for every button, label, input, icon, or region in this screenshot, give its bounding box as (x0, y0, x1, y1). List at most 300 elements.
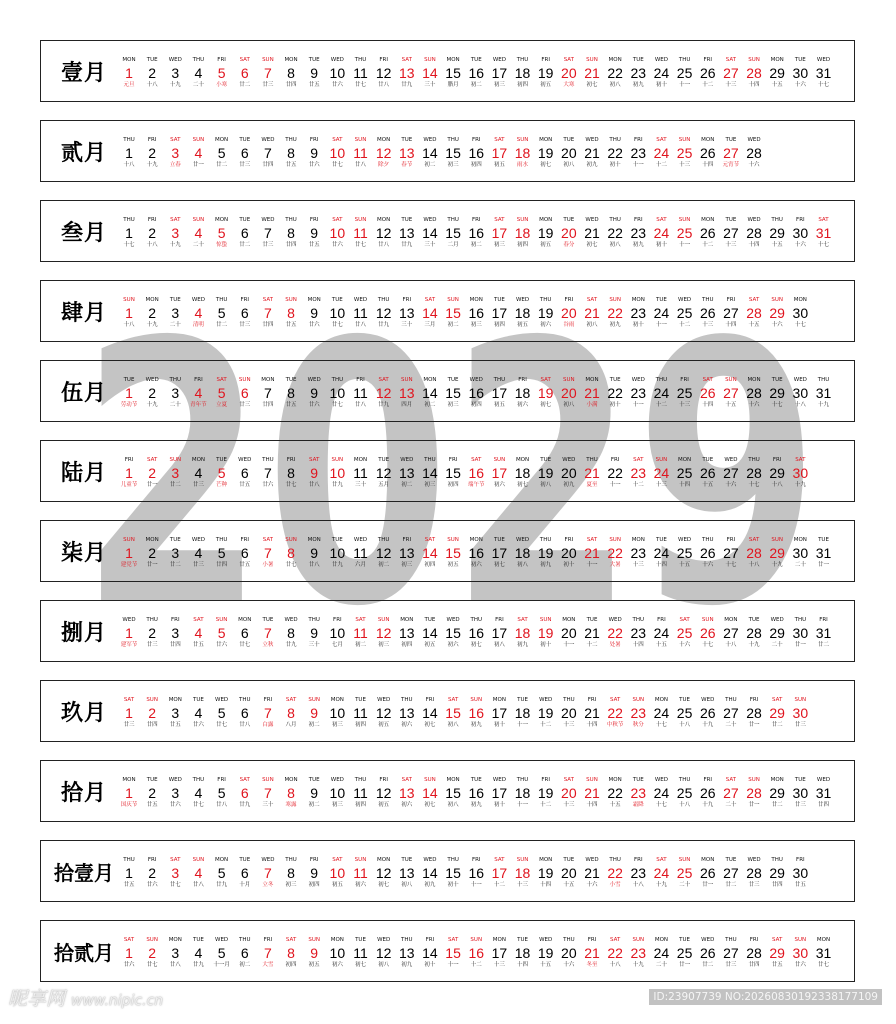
weekday-label: WED (585, 137, 599, 143)
weekday-label: MON (238, 617, 252, 623)
day-number: 30 (792, 945, 809, 961)
lunar-date-label: 初六 (447, 642, 459, 648)
lunar-date-label: 十五 (725, 402, 737, 408)
weekday-label: FRI (633, 857, 643, 863)
lunar-date-label: 初七 (540, 402, 552, 408)
day-number: 13 (399, 625, 415, 641)
weekday-label: SUN (794, 697, 807, 703)
lunar-date-label: 廿五 (146, 802, 158, 808)
weekday-label: TUE (517, 937, 528, 943)
day-number: 9 (310, 385, 319, 401)
weekday-label: FRI (564, 537, 574, 543)
day-number: 21 (584, 65, 600, 81)
weekday-label: SAT (401, 777, 412, 783)
day-number: 29 (769, 865, 785, 881)
month-strip (40, 280, 855, 342)
lunar-date-label: 廿三 (192, 562, 204, 568)
day-number: 1 (125, 385, 133, 401)
weekday-label: WED (191, 537, 206, 543)
weekday-label: FRI (495, 617, 504, 623)
day-number: 20 (561, 865, 577, 881)
day-number: 1 (125, 625, 133, 641)
day-number: 5 (217, 465, 226, 481)
lunar-date-label: 初五 (378, 722, 390, 728)
lunar-date-label: 立夏 (216, 402, 228, 408)
lunar-date-label: 十五 (771, 82, 783, 88)
lunar-date-label: 廿八 (216, 802, 228, 808)
day-number: 28 (746, 625, 762, 641)
weekday-label: MON (469, 297, 483, 303)
month-strip (40, 600, 855, 662)
lunar-date-label: 廿五 (285, 162, 297, 168)
month-strip (40, 920, 855, 982)
lunar-date-label: 廿七 (146, 962, 158, 968)
weekday-label: MON (654, 697, 669, 703)
lunar-date-label: 廿三 (239, 162, 251, 168)
lunar-date-label: 初八 (540, 482, 552, 488)
weekday-label: FRI (471, 857, 481, 863)
lunar-date-label: 儿童节 (120, 482, 138, 488)
weekday-label: FRI (726, 297, 736, 303)
day-number: 19 (537, 225, 554, 241)
lunar-date-label: 十八 (679, 802, 691, 808)
weekday-label: THU (609, 857, 621, 863)
weekday-label: FRI (379, 57, 388, 63)
weekday-label: MON (770, 57, 784, 63)
lunar-date-label: 廿三 (725, 962, 737, 968)
weekday-label: FRI (796, 217, 805, 223)
day-number: 3 (171, 385, 180, 401)
lunar-date-label: 十九 (146, 162, 158, 168)
day-number: 24 (653, 225, 670, 241)
lunar-date-label: 初十 (632, 322, 644, 328)
day-number: 8 (287, 545, 295, 561)
weekday-label: TUE (794, 777, 806, 783)
weekday-label: TUE (563, 137, 575, 143)
lunar-date-label: 初六 (401, 802, 413, 808)
day-number: 26 (699, 465, 716, 481)
weekday-label: THU (262, 457, 274, 463)
weekday-label: SAT (424, 537, 436, 543)
day-number: 1 (125, 945, 133, 961)
lunar-date-label: 十月 (239, 882, 251, 888)
day-number: 8 (287, 305, 295, 321)
lunar-date-label: 初六 (401, 722, 413, 728)
weekday-label: THU (586, 457, 598, 463)
weekday-label: THU (701, 537, 714, 543)
weekday-label: THU (771, 857, 783, 863)
weekday-label: MON (377, 857, 391, 863)
day-number: 16 (468, 705, 485, 721)
day-number: 3 (171, 465, 180, 481)
lunar-date-label: 立冬 (262, 882, 274, 888)
weekday-label: SUN (146, 937, 158, 943)
lunar-date-label: 夏至 (586, 482, 598, 488)
month-strip (40, 360, 855, 422)
weekday-label: WED (423, 857, 437, 863)
day-number: 2 (148, 785, 157, 801)
day-number: 25 (676, 865, 693, 881)
weekday-label: WED (678, 537, 692, 543)
day-number: 20 (561, 545, 577, 561)
lunar-date-label: 十五 (540, 962, 552, 968)
lunar-date-label: 廿一 (748, 802, 760, 808)
day-number: 26 (699, 305, 716, 321)
lunar-date-label: 廿三 (192, 482, 204, 488)
lunar-date-label: 十五 (563, 882, 575, 888)
lunar-date-label: 十七 (655, 722, 667, 728)
lunar-date-label: 十六 (586, 882, 598, 888)
weekday-label: MON (261, 377, 275, 383)
weekday-label: TUE (239, 137, 251, 143)
lunar-date-label: 十三 (563, 722, 575, 728)
day-number: 17 (491, 705, 508, 721)
weekday-label: MON (608, 777, 622, 783)
weekday-label: FRI (610, 457, 620, 463)
day-number: 30 (792, 305, 809, 321)
day-number: 11 (353, 65, 368, 81)
lunar-date-label: 初三 (493, 82, 505, 88)
day-number: 16 (468, 385, 485, 401)
day-number: 17 (491, 225, 508, 241)
day-number: 21 (584, 945, 600, 961)
weekday-label: TUE (285, 377, 297, 383)
weekday-label: FRI (147, 137, 157, 143)
lunar-date-label: 初六 (331, 962, 343, 968)
day-number: 10 (329, 145, 346, 161)
weekday-label: SUN (354, 137, 367, 143)
lunar-date-label: 初四 (308, 882, 320, 888)
lunar-date-label: 十四 (748, 82, 760, 88)
weekday-label: MON (701, 137, 715, 143)
day-number: 17 (491, 785, 508, 801)
day-number: 18 (514, 705, 531, 721)
day-number: 22 (607, 625, 623, 641)
lunar-date-label: 廿七 (354, 242, 366, 248)
weekday-label: THU (725, 937, 737, 943)
lunar-date-label: 十九 (169, 82, 181, 88)
day-number: 13 (399, 385, 415, 401)
day-number: 10 (329, 225, 346, 241)
month-strip (40, 440, 855, 502)
lunar-date-label: 十五 (679, 562, 691, 568)
lunar-date-label: 十六 (679, 642, 691, 648)
day-number: 29 (769, 465, 785, 481)
weekday-label: TUE (378, 457, 390, 463)
lunar-date-label: 廿二 (169, 482, 181, 488)
weekday-label: THU (401, 937, 413, 943)
day-number: 24 (653, 305, 670, 321)
lunar-date-label: 初九 (470, 802, 482, 808)
lunar-date-label: 廿七 (285, 482, 297, 488)
weekday-label: MON (145, 537, 159, 543)
weekday-label: SAT (633, 457, 644, 463)
lunar-date-label: 初八 (517, 562, 529, 568)
lunar-date-label: 初七 (586, 242, 598, 248)
lunar-date-label: 十五 (702, 482, 714, 488)
day-number: 8 (287, 225, 295, 241)
lunar-date-label: 初十 (424, 962, 436, 968)
lunar-date-label: 初十 (540, 642, 552, 648)
day-number: 2 (148, 385, 157, 401)
weekday-label: FRI (749, 937, 759, 943)
lunar-date-label: 初七 (424, 802, 436, 808)
day-number: 2 (148, 465, 157, 481)
weekday-label: SAT (216, 377, 227, 383)
weekday-label: TUE (748, 617, 760, 623)
weekday-label: THU (655, 377, 668, 383)
lunar-date-label: 初九 (563, 482, 575, 488)
day-number: 14 (422, 385, 438, 401)
day-number: 23 (630, 305, 647, 321)
lunar-date-label: 十七 (725, 562, 737, 568)
month-name: 拾贰月 (54, 940, 114, 965)
month-name: 伍月 (60, 379, 107, 406)
weekday-label: SAT (355, 617, 366, 623)
lunar-date-label: 初六 (493, 482, 505, 488)
lunar-date-label: 初五 (331, 882, 343, 888)
lunar-date-label: 初六 (517, 402, 529, 408)
weekday-label: TUE (331, 297, 343, 303)
lunar-date-label: 廿七 (331, 402, 343, 408)
weekday-label: SAT (748, 297, 760, 303)
day-number: 18 (514, 625, 531, 641)
month-name: 柒月 (60, 539, 107, 566)
day-number: 14 (422, 465, 438, 481)
lunar-date-label: 春节 (401, 162, 413, 168)
day-number: 18 (514, 385, 531, 401)
lunar-date-label: 十九 (169, 242, 181, 248)
lunar-date-label: 廿九 (285, 642, 297, 648)
month-strip (40, 200, 855, 262)
weekday-label: WED (446, 617, 460, 623)
day-number: 18 (514, 545, 531, 561)
weekday-label: WED (145, 377, 159, 383)
day-number: 6 (240, 625, 249, 641)
weekday-label: SUN (701, 617, 714, 623)
weekday-label: MON (307, 297, 321, 303)
weekday-label: THU (331, 377, 344, 383)
lunar-date-label: 初八 (447, 802, 459, 808)
day-number: 15 (445, 545, 461, 561)
day-number: 17 (491, 305, 508, 321)
lunar-date-label: 十九 (632, 962, 644, 968)
lunar-date-label: 十一 (517, 802, 529, 808)
lunar-date-label: 廿二 (725, 882, 737, 888)
weekday-label: SUN (725, 377, 737, 383)
lunar-date-label: 十二 (679, 322, 691, 328)
day-number: 28 (746, 865, 762, 881)
weekday-label: WED (353, 537, 368, 543)
weekday-label: SUN (354, 217, 367, 223)
lunar-date-label: 廿四 (285, 242, 297, 248)
weekday-label: TUE (331, 537, 343, 543)
weekday-label: SAT (447, 937, 459, 943)
lunar-date-label: 初二 (308, 722, 320, 728)
weekday-label: SAT (772, 937, 783, 943)
day-number: 25 (676, 305, 693, 321)
month-strip (40, 840, 855, 902)
day-number: 20 (561, 65, 577, 81)
day-number: 11 (353, 465, 368, 481)
day-number: 15 (445, 625, 461, 641)
day-cell (812, 41, 836, 101)
day-number: 12 (375, 225, 392, 241)
day-number: 15 (445, 225, 461, 241)
lunar-date-label: 十二 (540, 722, 552, 728)
lunar-date-label: 廿八 (354, 322, 366, 328)
lunar-date-label: 廿三 (794, 802, 806, 808)
day-number: 23 (630, 385, 647, 401)
day-number: 9 (310, 545, 319, 561)
day-number: 22 (607, 305, 623, 321)
day-number: 28 (746, 145, 762, 161)
day-cell (788, 841, 812, 901)
weekday-label: SUN (678, 137, 691, 143)
lunar-date-label: 十五 (655, 642, 667, 648)
lunar-date-label: 廿六 (308, 402, 320, 408)
day-number: 23 (630, 145, 647, 161)
lunar-date-label: 初四 (493, 322, 505, 328)
day-number: 9 (310, 225, 319, 241)
lunar-date-label: 初八 (378, 962, 390, 968)
day-number: 29 (769, 705, 785, 721)
lunar-date-label: 芒种 (216, 482, 228, 488)
day-number: 31 (815, 785, 832, 801)
day-number: 31 (815, 225, 832, 241)
month-strip (40, 520, 855, 582)
day-number: 5 (217, 225, 226, 241)
lunar-date-label: 廿二 (239, 82, 251, 88)
day-number: 15 (445, 65, 461, 81)
lunar-date-label: 初五 (493, 162, 505, 168)
day-number: 3 (171, 705, 180, 721)
lunar-date-label: 廿二 (216, 322, 228, 328)
day-number: 11 (353, 865, 368, 881)
lunar-date-label: 廿八 (354, 402, 366, 408)
weekday-label: SAT (748, 537, 760, 543)
day-number: 22 (607, 945, 623, 961)
day-number: 17 (491, 65, 508, 81)
weekday-label: TUE (540, 457, 552, 463)
day-number: 6 (240, 385, 249, 401)
weekday-label: THU (192, 57, 205, 63)
weekday-label: MON (562, 617, 576, 623)
weekday-label: TUE (493, 297, 505, 303)
weekday-label: SUN (493, 457, 506, 463)
day-number: 19 (537, 705, 554, 721)
weekday-label: MON (469, 537, 483, 543)
lunar-date-label: 初九 (632, 82, 644, 88)
lunar-date-label: 十九 (748, 642, 760, 648)
month-name: 叁月 (60, 219, 107, 246)
day-number: 7 (263, 865, 272, 881)
day-cell (812, 361, 836, 421)
lunar-date-label: 十七 (817, 242, 829, 248)
weekday-label: TUE (725, 137, 737, 143)
lunar-date-label: 初五 (424, 642, 436, 648)
lunar-date-label: 十五 (771, 242, 783, 248)
weekday-label: TUE (308, 777, 320, 783)
weekday-label: SUN (516, 217, 529, 223)
lunar-date-label: 十九 (655, 882, 667, 888)
day-number: 30 (792, 785, 809, 801)
lunar-date-label: 除夕 (378, 162, 390, 168)
lunar-date-label: 十一 (679, 82, 691, 88)
day-number: 27 (723, 385, 739, 401)
weekday-label: SAT (401, 57, 412, 63)
day-number: 28 (746, 305, 762, 321)
day-number: 3 (171, 545, 180, 561)
weekday-label: SUN (308, 697, 320, 703)
weekday-label: THU (354, 57, 367, 63)
lunar-date-label: 十八 (771, 482, 783, 488)
lunar-date-label: 十七 (123, 242, 135, 248)
day-number: 7 (263, 705, 272, 721)
lunar-date-label: 初十 (447, 882, 459, 888)
weekday-label: MON (353, 457, 368, 463)
day-number: 27 (723, 305, 739, 321)
day-number: 27 (723, 705, 739, 721)
weekday-label: FRI (356, 377, 365, 383)
weekday-label: SAT (285, 937, 297, 943)
weekday-label: MON (168, 937, 182, 943)
lunar-date-label: 十四 (586, 722, 598, 728)
weekday-label: WED (168, 57, 182, 63)
day-number: 18 (514, 865, 531, 881)
day-number: 12 (375, 705, 392, 721)
day-number: 2 (148, 865, 157, 881)
weekday-label: SAT (146, 457, 158, 463)
lunar-date-label: 初三 (378, 642, 390, 648)
day-number: 5 (217, 705, 226, 721)
weekday-label: SUN (678, 217, 691, 223)
weekday-label: TUE (401, 857, 413, 863)
lunar-date-label: 处暑 (609, 642, 621, 648)
lunar-date-label: 廿九 (401, 82, 413, 88)
day-number: 2 (148, 705, 157, 721)
lunar-date-label: 初九 (632, 242, 644, 248)
day-number: 16 (468, 305, 485, 321)
weekday-label: MON (122, 57, 136, 63)
weekday-label: TUE (239, 857, 251, 863)
day-number: 7 (263, 225, 272, 241)
weekday-label: FRI (703, 57, 713, 63)
weekday-label: TUE (262, 617, 274, 623)
weekday-label: THU (794, 617, 807, 623)
weekday-label: TUE (609, 377, 621, 383)
weekday-label: FRI (564, 297, 574, 303)
weekday-label: THU (215, 297, 228, 303)
lunar-date-label: 初四 (401, 642, 413, 648)
lunar-date-label: 廿一 (146, 562, 158, 568)
lunar-date-label: 十六 (748, 402, 760, 408)
weekday-label: THU (215, 537, 228, 543)
lunar-date-label: 初四 (517, 82, 529, 88)
lunar-date-label: 十三 (679, 162, 691, 168)
lunar-date-label: 廿三 (146, 642, 158, 648)
weekday-label: THU (238, 937, 251, 943)
weekday-label: THU (169, 377, 182, 383)
weekday-label: WED (701, 697, 715, 703)
day-number: 22 (607, 785, 623, 801)
day-number: 29 (769, 225, 785, 241)
day-number: 24 (653, 785, 670, 801)
day-number: 6 (240, 865, 249, 881)
weekday-label: TUE (632, 57, 644, 63)
lunar-date-label: 十八 (146, 82, 158, 88)
day-number: 4 (194, 465, 203, 481)
